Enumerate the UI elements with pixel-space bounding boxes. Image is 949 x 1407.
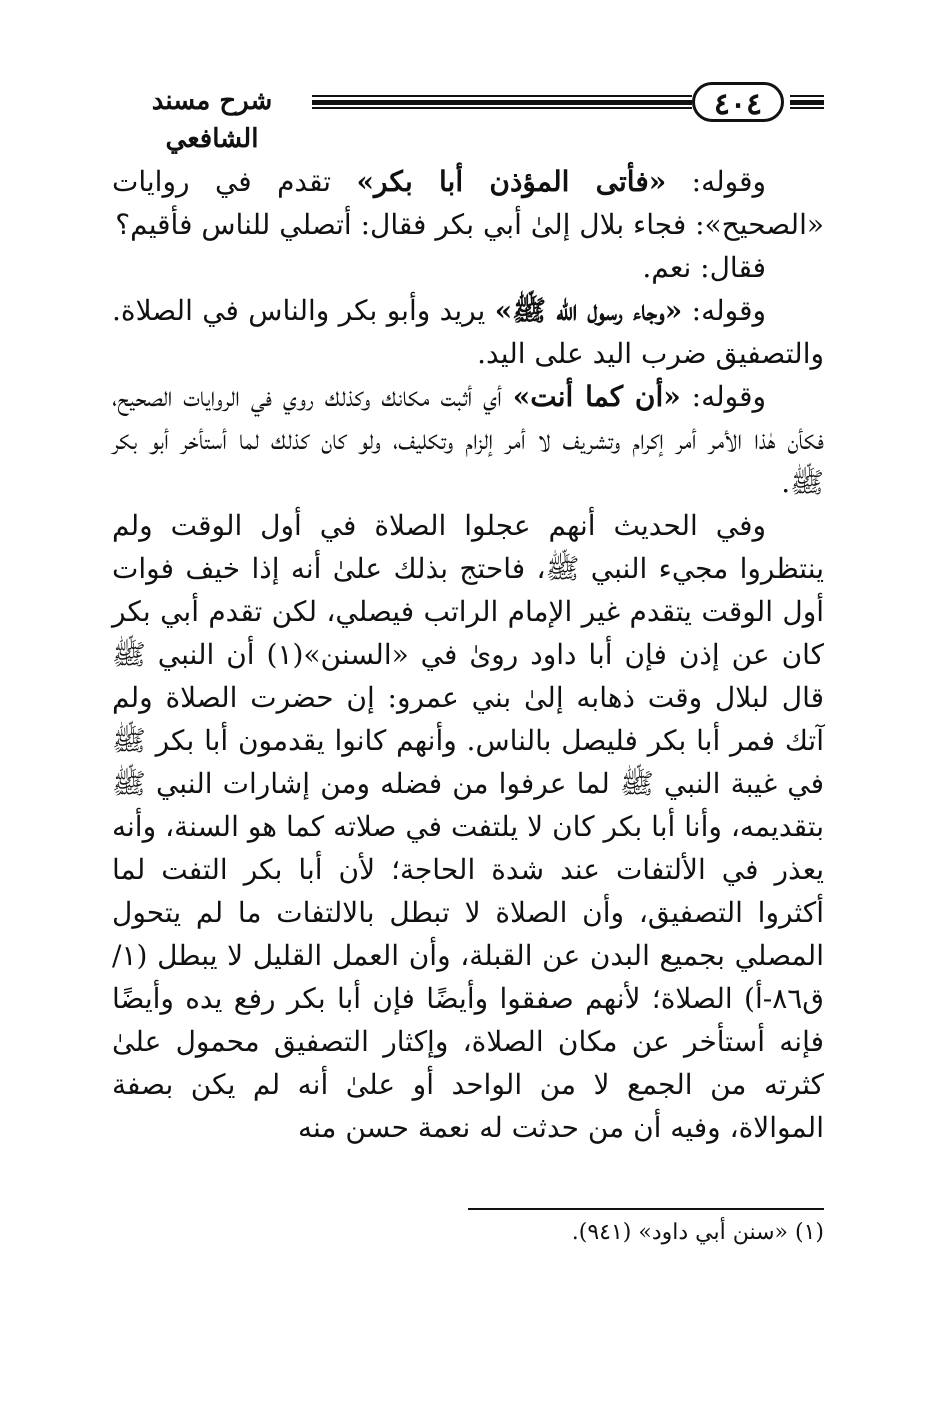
paragraph [112, 246, 824, 289]
paragraph [112, 160, 824, 246]
text-run: وفي الحديث أنهم عجلوا الصلاة في أول الوقت ولم ينتظروا مجيء النبي ﷺ، فاحتج بذلك علىٰ أنه إذا خيف فوات أول الوقت يتقدم غير الإمام الراتب فيصلي، لكن تقدم أبي بكر كان عن إذن فإن أبا داود روىٰ في «السنن»(١) أن النبي ﷺ قال لبلال وقت ذهابه إلىٰ بني عمرو: إن حضرت الصلاة ولم آتك فمر أبا بكر فليصل بالناس. وأنهم كانوا يقدمون أبا بكر ﷺ في غيبة النبي ﷺ لما عرفوا من فضله ومن إشارات النبي ﷺ بتقديمه، وأنا أبا بكر كان لا يلتفت في صلاته كما هو السنة، وأنه يعذر في الألتفات عند شدة الحاجة؛ لأن أبا بكر التفت لما أكثروا التصفيق، وأن الصلاة لا تبطل بالالتفات ما لم يتحول المصلي بجميع البدن عن القبلة، وأن العمل القليل لا يبطل (١/ ق٨٦-أ) الصلاة؛ لأنهم صفقوا وأيضًا فإن أبا بكر رفع يده وأيضًا فإنه أستأخر عن مكان الصلاة، وإكثار التصفيق محمول علىٰ كثرته من الجمع لا من الواحد أو علىٰ أنه لم يكن بصفة الموالاة، وفيه أن من حدثت له نعمة حسن منه [112, 509, 825, 1144]
quoted-phrase: «فأتى المؤذن أبا بكر» [356, 165, 667, 198]
paragraph [112, 504, 824, 1149]
footnote: (١) «سنن أبي داود» (٩٤١). [571, 1220, 824, 1245]
quoted-phrase: «وجاء رسول الله ﷺ» [494, 294, 683, 327]
paragraph [112, 289, 824, 375]
header-rule-right [790, 95, 824, 109]
text-run: تقدم في روايات «الصحيح»: فجاء بلال إلىٰ أبي بكر فقال: أتصلي للناس فأقيم؟ [112, 165, 824, 241]
text-run: أي أثبت مكانك وكذلك روي في الروايات الصحيح، فكأن هٰذا الأمر أمر إكرام وتشريف لا أمر إلزام وتكليف، ولو كان كذلك لما أستأخر أبو بكر ﷺ. [112, 380, 824, 499]
paragraph [112, 375, 824, 504]
page-header [112, 82, 824, 154]
text-run: يريد وأبو بكر والناس في الصلاة. والتصفيق ضرب اليد على اليد. [112, 294, 824, 370]
running-title: شرح مسند الشافعي [112, 82, 312, 122]
text-run: وقوله: [680, 380, 767, 413]
text-run: فقال: نعم. [642, 251, 766, 284]
page-number: ٤٠٤ [692, 82, 784, 122]
quoted-phrase: «أن كما أنت» [512, 380, 681, 413]
text-run: وقوله: [682, 294, 766, 327]
text-run: وقوله: [666, 165, 767, 198]
body-text [112, 160, 824, 1149]
footnote-separator [468, 1208, 824, 1210]
